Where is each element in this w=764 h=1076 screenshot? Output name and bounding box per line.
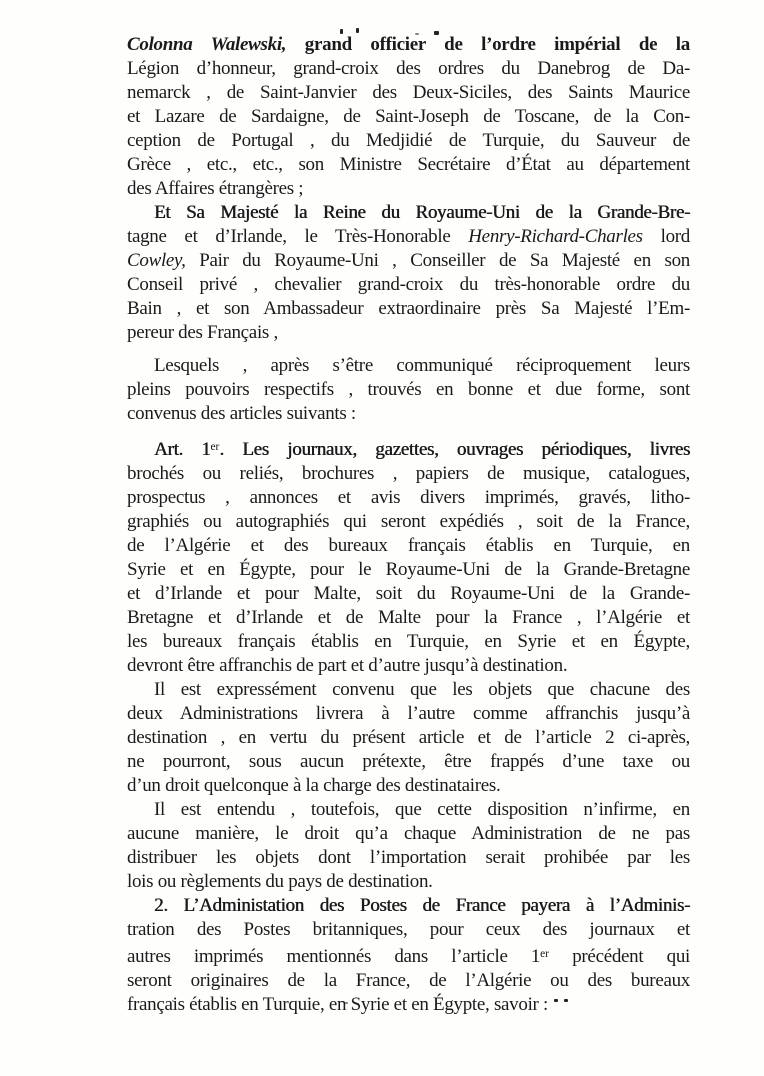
text-line [127,33,690,57]
paragraph [127,798,690,894]
text-line [127,558,690,582]
text-line [127,942,690,969]
text-segment: Pair du Royaume-Uni , Conseiller de Sa Majesté en son [185,250,690,271]
text-segment: Art. 1 [154,439,211,461]
text-segment: destination , en vertu du présent article et de l’article 2 ci-après, [127,727,690,749]
text-segment: grand officier de l’ordre impérial de la [286,34,690,55]
text-segment: Henry-Richard-Charles [468,226,643,247]
text-segment: distribuer les objets dont l’importation serait prohibée par les [127,847,690,869]
text-line [127,81,690,105]
text-segment: deux Administrations livrera à l’autre comme affranchis jusqu’à [127,703,690,725]
text-line [127,462,690,486]
text-line [127,435,690,462]
text-line [127,486,690,510]
text-line [127,918,690,942]
text-segment: aucune manière, le droit qu’a chaque Administration de ne pas [127,823,690,845]
text-line [127,153,690,177]
text-line [127,321,690,345]
text-line [127,129,690,153]
text-segment: ception de Portugal , du Medjidié de Turquie, du Sauveur de [127,130,690,151]
text-line [127,846,690,870]
text-segment: convenus des articles suivants : [127,403,356,424]
text-segment: Légion d’honneur, grand-croix des ordres du Danebrog de Da- [127,58,690,79]
text-segment: graphiés ou autographiés qui seront expédiés , soit de la France, [127,511,690,533]
text-segment: Conseil privé , chevalier grand-croix du très-honorable ordre du [127,274,690,295]
text-line [127,630,690,654]
text-line [127,378,690,402]
text-line [127,534,690,558]
text-line [127,702,690,726]
text-segment: Syrie et en Égypte, pour le Royaume-Uni de la Grande-Bretagne [127,559,690,581]
text-segment: Bain , et son Ambassadeur extraordinaire près Sa Majesté l’Em- [127,298,690,319]
text-segment: les bureaux français établis en Turquie, en Syrie et en Égypte, [127,631,690,653]
text-segment: ne pourront, sous aucun prétexte, être frappés d’une taxe ou [127,751,690,773]
text-line [127,822,690,846]
paragraph [127,435,690,678]
text-line [127,402,690,426]
paragraph [127,33,690,201]
text-line [127,510,690,534]
text-segment: lord [642,226,690,247]
text-segment: Grèce , etc., etc., son Ministre Secrétaire d’État au département [127,154,690,175]
text-segment: tagne et d’Irlande, le Très-Honorable [127,226,469,247]
text-line [127,225,690,249]
text-line [127,273,690,297]
text-segment: Et Sa Majesté la Reine du Royaume-Uni de la Grande-Bre- [154,202,690,223]
text-line [127,105,690,129]
text-segment: seront originaires de la France, de l’Algérie ou des bureaux [127,970,690,992]
text-segment: Lesquels , après s’être communiqué réciproquement leurs [154,355,690,376]
document-text [127,33,690,1017]
paragraph [127,894,690,1017]
text-line [127,57,690,81]
text-line [127,750,690,774]
text-segment: pereur des Français , [127,322,278,343]
text-segment: autres imprimés mentionnés dans l’article 1 [127,946,541,968]
text-segment: . Les journaux, gazettes, ouvrages périodiques, livres [219,439,691,461]
text-segment: précédent qui [548,946,690,968]
text-line [127,993,690,1017]
text-segment: de l’Algérie et des bureaux français établis en Turquie, en [127,535,690,557]
text-segment: tration des Postes britanniques, pour ceux des journaux et [127,919,690,941]
text-segment: Bretagne et d’Irlande et de Malte pour la France , l’Algérie et [127,607,690,629]
text-segment: brochés ou reliés, brochures , papiers de musique, catalogues, [127,463,690,485]
text-segment: Colonna Walewski, [127,34,287,55]
text-line [127,354,690,378]
text-line [127,894,690,918]
text-line [127,177,690,201]
superscript: er [210,441,220,453]
text-segment: lois ou règlements du pays de destination. [127,871,433,893]
text-line [127,297,690,321]
superscript: er [540,948,549,961]
text-segment: devront être affranchis de part et d’autre jusqu’à destination. [127,655,568,677]
text-line [127,606,690,630]
text-line [127,870,690,894]
text-segment: des Affaires étrangères ; [127,178,304,199]
text-segment: nemarck , de Saint-Janvier des Deux-Siciles, des Saints Maurice [127,82,690,103]
text-segment: Il est entendu , toutefois, que cette disposition n’infirme, en [154,799,690,821]
text-line [127,798,690,822]
paragraph [127,678,690,798]
text-line [127,678,690,702]
text-segment: et Lazare de Sardaigne, de Saint-Joseph de Toscane, de la Con- [127,106,690,127]
text-line [127,582,690,606]
text-line [127,249,690,273]
text-line [127,969,690,993]
text-segment: prospectus , annonces et avis divers imprimés, gravés, litho- [127,487,690,509]
text-segment: Cowley, [127,250,186,271]
text-segment: et d’Irlande et pour Malte, soit du Royaume-Uni de la Grande- [127,583,690,605]
text-line [127,774,690,798]
paragraph [127,354,690,426]
text-segment: Il est expressément convenu que les objets que chacune des [154,679,690,701]
text-segment: français établis en Turquie, en Syrie et en Égypte, savoir : [127,994,549,1016]
text-segment: pleins pouvoirs respectifs , trouvés en bonne et due forme, sont [127,379,690,400]
text-segment: 2. L’Administation des Postes de France payera à l’Adminis- [154,895,690,917]
paragraph [127,201,690,345]
text-line [127,201,690,225]
text-segment: d’un droit quelconque à la charge des destinataires. [127,775,501,797]
text-line [127,726,690,750]
text-line [127,654,690,678]
